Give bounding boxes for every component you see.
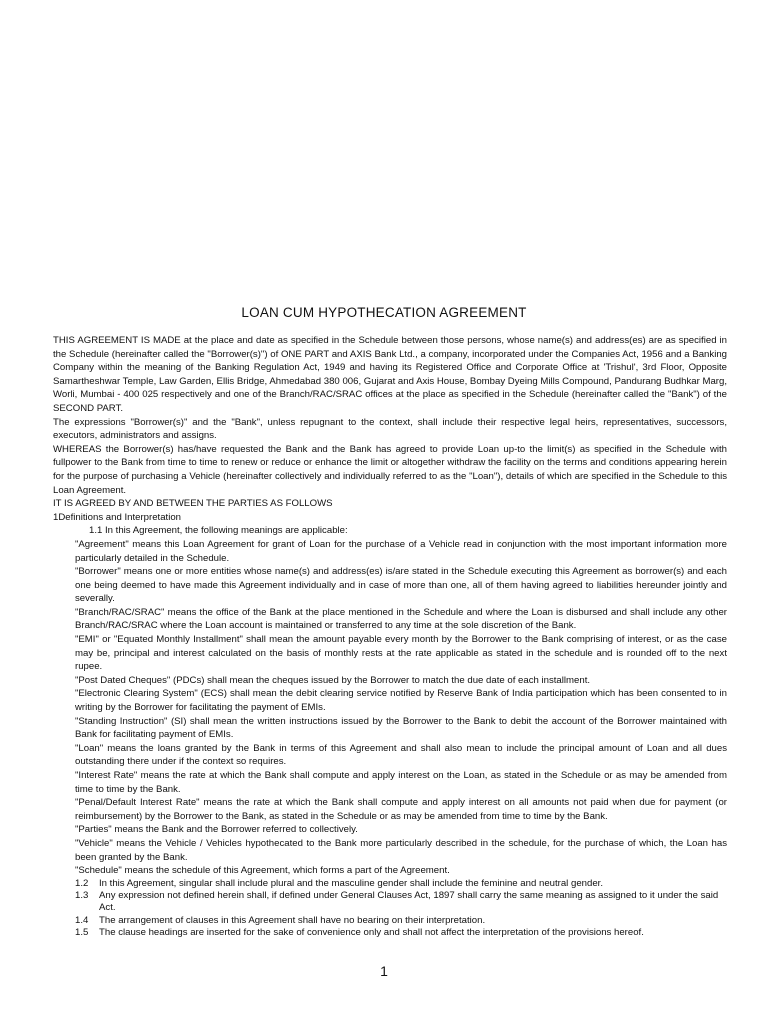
clause-number: 1.3 [75,890,89,902]
section-heading-definitions: 1Definitions and Interpretation [53,511,181,523]
definition-loan: "Loan" means the loans granted by the Bank in terms of this Agreement and shall also mean to include the principal amount of Loan and all dues outstanding there under if the context so requires. [75,742,727,768]
definition-penal-rate: "Penal/Default Interest Rate" means the rate at which the Bank shall compute and apply interest on all amounts not paid when due for payment (or reimbursement) by the Borrower to the Bank, as stated in the Schedule or as may be amended from time to time by the Bank. [75,797,727,822]
definition-parties: "Parties" means the Bank and the Borrower referred to collectively. [75,824,358,836]
intro-paragraph-expressions: The expressions "Borrower(s)" and the "Bank", unless repugnant to the context, shall include their respective legal heirs, representatives, successors, executors, administrators and assigns. [53,416,727,442]
definition-vehicle: "Vehicle" means the Vehicle / Vehicles hypothecated to the Bank more particularly described in the schedule, for the purchase of which, the Loan has been granted by the Bank. [75,837,727,863]
definition-interest-rate: "Interest Rate" means the rate at which the Bank shall compute and apply interest on the Loan, as stated in the Schedule or as may be amended from time to time by the Bank. [75,770,727,795]
clause-item [75,890,727,914]
intro-paragraph-whereas: WHEREAS the Borrower(s) has/have requested the Bank and the Bank has agreed to provide Loan up-to the limit(s) as specified in the Schedule with fullpower to the Bank from time to time to renew or reduce or enhance the limit or altogether withdraw the facility on the terms and conditions appearing herein for the purpose of purchasing a Vehicle (hereinafter collectively and individually referred to as the "Loan"), details of which are specified in the Schedule to this Loan Agreement. [53,443,727,496]
clause-item [75,915,727,927]
document-title: LOAN CUM HYPOTHECATION AGREEMENT [241,305,527,320]
clause-text: The clause headings are inserted for the sake of convenience only and shall not affect the interpretation of the provisions hereof. [99,927,644,939]
clause-number: 1.5 [75,927,89,939]
definition-branch: "Branch/RAC/SRAC" means the office of the Bank at the place mentioned in the Schedule and where the Loan is disbursed and shall include any other Branch/RAC/SRAC where the Loan account is maintained or transferred to any time at the sole discretion of the Bank. [75,606,727,632]
definition-agreement: "Agreement" means this Loan Agreement for grant of Loan for the purchase of a Vehicle read in conjunction with the most important information more particularly detailed in the Schedule. [75,538,727,564]
definition-schedule: "Schedule" means the schedule of this Agreement, which forms a part of the Agreement. [75,865,450,877]
clause-text: The arrangement of clauses in this Agreement shall have no bearing on their interpretation. [99,914,486,926]
clauses-list [75,878,727,939]
clause-text: In this Agreement, singular shall include plural and the masculine gender shall include the feminine and neutral gender. [99,877,603,889]
clause-item [75,878,727,890]
intro-paragraph-parties: THIS AGREEMENT IS MADE at the place and date as specified in the Schedule between those persons, whose name(s) and address(es) are as specified in the Schedule (hereinafter called the "Borrower(s)") of ONE PART and AXIS Bank Ltd., a company, incorporated under the Companies Act, 1956 and a Banking Company within the meaning of the Banking Regulation Act, 1949 and having its Registered Office and Corporate Office at 'Trishul', 3rd Floor, Opposite Samartheshwar Temple, Law Garden, Ellis Bridge, Ahmedabad 380 006, Gujarat and Axis House, Bombay Dyeing Mills Compound, Pandurang Budhkar Marg, Worli, Mumbai - 400 025 respectively and one of the Branch/RAC/SRAC offices at the place as specified in the Schedule (hereinafter called the "Bank") of the SECOND PART. [53,335,727,414]
definition-borrower: "Borrower" means one or more entities whose name(s) and address(es) is/are stated in the Schedule executing this Agreement as borrower(s) and each one being deemed to have made this Agreement individually and in case of more than one, all of them having agreed to liabilities hereunder jointly and severally. [75,566,727,605]
definition-pdc: "Post Dated Cheques" (PDCs) shall mean the cheques issued by the Borrower to match the due date of each installment. [75,674,591,686]
definitions-intro: 1.1 In this Agreement, the following meanings are applicable: [89,525,348,537]
definition-emi: "EMI" or "Equated Monthly Installment" shall mean the amount payable every month by the Borrower to the Bank comprising of interest, or as the case may be, principal and interest calculated on the basis of monthly rests at the rate applicable as stated in the schedule and is rounded off to the next rupee. [75,634,727,673]
definition-si: "Standing Instruction" (SI) shall mean the written instructions issued by the Borrower to the Bank to debit the account of the Borrower maintained with Bank for facilitating payment of EMIs. [75,715,727,741]
document-body [53,334,727,940]
definition-ecs: "Electronic Clearing System" (ECS) shall mean the debit clearing service notified by Reserve Bank of India participation which has been consented to in writing by the Borrower for facilitating the payment of EMIs. [75,688,727,714]
clause-number: 1.4 [75,914,89,926]
clause-text: Any expression not defined herein shall, if defined under General Clauses Act, 1897 shall carry the same meaning as assigned to it under the said Act. [99,890,719,914]
definitions-list [75,524,727,877]
clause-item [75,927,727,939]
intro-paragraph-agreed: IT IS AGREED BY AND BETWEEN THE PARTIES AS FOLLOWS [53,498,333,510]
clause-number: 1.2 [75,877,89,889]
page-number: 1 [380,963,388,979]
